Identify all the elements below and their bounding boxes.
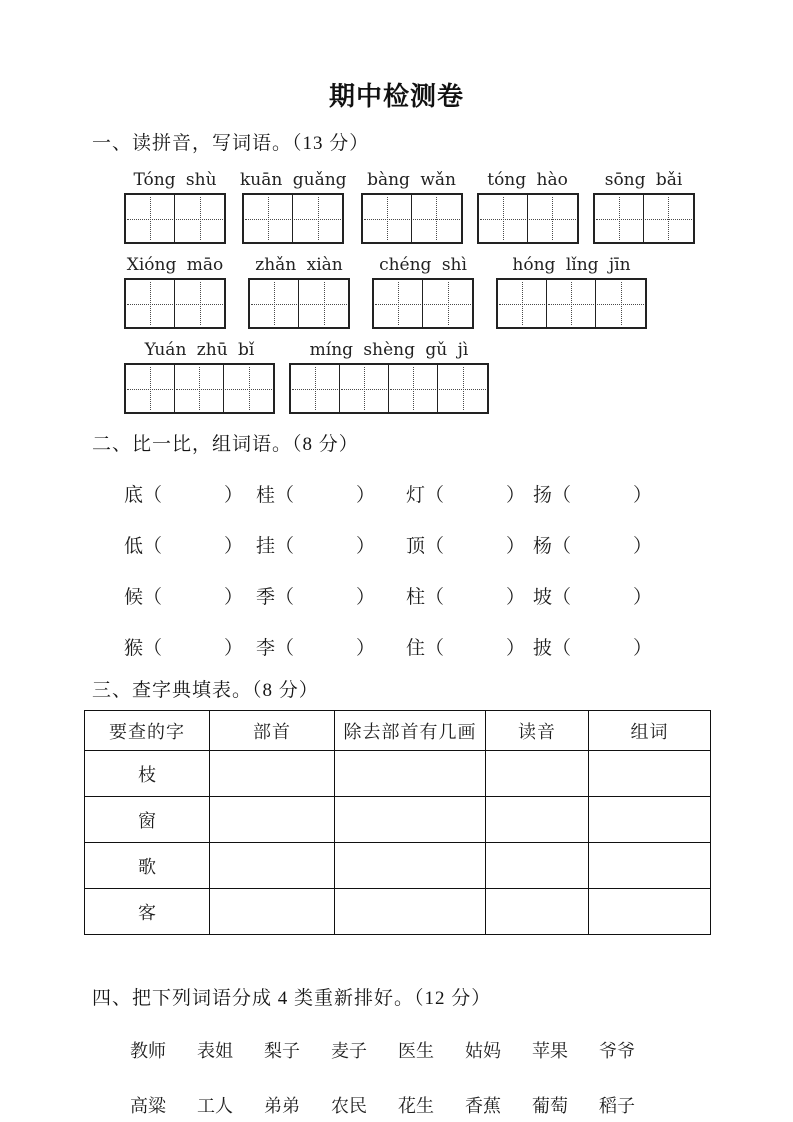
- pinyin-label: hóng lǐng jīn: [512, 255, 631, 275]
- col-header-word: 组词: [589, 711, 711, 751]
- char: 底: [124, 485, 144, 506]
- compare-row: [124, 531, 793, 558]
- char: 猴: [124, 638, 144, 659]
- compare-item: [406, 531, 533, 558]
- blank-cell: [210, 843, 335, 889]
- paren-open: （: [425, 587, 445, 608]
- compare-item: [124, 582, 256, 609]
- word: 爷爷: [599, 1041, 635, 1061]
- word-list-row: [130, 1092, 793, 1118]
- paren-close: ）: [633, 536, 653, 557]
- pinyin-label: Tóng shù: [133, 170, 217, 190]
- paren-close: ）: [356, 485, 376, 506]
- paren-open: （: [275, 536, 295, 557]
- writing-grid: [496, 278, 647, 329]
- paren-open: （: [552, 587, 572, 608]
- char: 低: [124, 536, 144, 557]
- pinyin-label: sōng bǎi: [604, 170, 683, 190]
- writing-cell: [244, 195, 293, 242]
- paren-close: ）: [224, 536, 244, 557]
- writing-cell: [126, 280, 175, 327]
- pinyin-group: [496, 252, 647, 329]
- paren-close: ）: [633, 587, 653, 608]
- paren-close: ）: [224, 485, 244, 506]
- pinyin-group: [289, 337, 489, 414]
- paren-open: （: [143, 485, 163, 506]
- paren-close: ）: [506, 485, 526, 506]
- paren-close: ）: [506, 536, 526, 557]
- section4-title: 四、把下列词语分成 4 类重新排好。（12 分）: [92, 988, 492, 1009]
- word: 弟弟: [264, 1096, 300, 1116]
- char: 挂: [256, 536, 276, 557]
- compare-item: [124, 480, 256, 507]
- lookup-char: 客: [85, 889, 210, 935]
- writing-cell: [479, 195, 528, 242]
- word: 医生: [398, 1041, 434, 1061]
- paren-close: ）: [633, 485, 653, 506]
- pinyin-label: Yuán zhū bǐ: [144, 340, 255, 360]
- paren-open: （: [425, 536, 445, 557]
- word: 苹果: [532, 1041, 568, 1061]
- paren-close: ）: [356, 587, 376, 608]
- writing-grid: [242, 193, 344, 244]
- paren-close: ）: [224, 587, 244, 608]
- compare-item: [124, 633, 256, 660]
- char: 住: [406, 638, 426, 659]
- pinyin-group: [124, 337, 275, 414]
- char: 季: [256, 587, 276, 608]
- blank-cell: [589, 751, 711, 797]
- table-row: [85, 889, 711, 935]
- paren-open: （: [552, 485, 572, 506]
- blank-cell: [210, 889, 335, 935]
- blank-cell: [589, 843, 711, 889]
- col-header-strokes: 除去部首有几画: [335, 711, 486, 751]
- writing-cell: [250, 280, 299, 327]
- paren-close: ）: [224, 638, 244, 659]
- writing-cell: [374, 280, 423, 327]
- paren-close: ）: [506, 587, 526, 608]
- word: 麦子: [331, 1041, 367, 1061]
- char: 候: [124, 587, 144, 608]
- pinyin-label: míng shèng gǔ jì: [309, 340, 469, 360]
- writing-grid: [289, 363, 489, 414]
- word: 农民: [331, 1096, 367, 1116]
- writing-cell: [596, 280, 645, 327]
- word: 高粱: [130, 1096, 166, 1116]
- paren-open: （: [425, 638, 445, 659]
- pinyin-label: kuān guǎng: [240, 170, 347, 190]
- word: 香蕉: [465, 1096, 501, 1116]
- writing-grid: [124, 193, 226, 244]
- pinyin-label: zhǎn xiàn: [255, 255, 343, 275]
- paren-open: （: [425, 485, 445, 506]
- compare-item: [406, 582, 533, 609]
- blank-cell: [486, 889, 589, 935]
- word: 梨子: [264, 1041, 300, 1061]
- paren-open: （: [275, 587, 295, 608]
- writing-cell: [438, 365, 487, 412]
- char: 坡: [533, 587, 553, 608]
- compare-item: [256, 531, 406, 558]
- writing-cell: [595, 195, 644, 242]
- writing-grid: [372, 278, 474, 329]
- writing-cell: [528, 195, 577, 242]
- paren-close: ）: [356, 536, 376, 557]
- word: 工人: [197, 1096, 233, 1116]
- compare-item: [533, 582, 653, 609]
- blank-cell: [210, 751, 335, 797]
- pinyin-group: [593, 167, 695, 244]
- paren-close: ）: [356, 638, 376, 659]
- pinyin-group: [124, 252, 226, 329]
- dictionary-table: [84, 710, 711, 935]
- char: 桂: [256, 485, 276, 506]
- writing-cell: [175, 195, 224, 242]
- compare-item: [256, 582, 406, 609]
- writing-grid: [361, 193, 463, 244]
- pinyin-group: [372, 252, 474, 329]
- paren-open: （: [552, 536, 572, 557]
- blank-cell: [335, 797, 486, 843]
- writing-cell: [423, 280, 472, 327]
- page-title: 期中检测卷: [328, 82, 464, 111]
- pinyin-group: [248, 252, 350, 329]
- col-header-character: 要查的字: [85, 711, 210, 751]
- writing-cell: [389, 365, 438, 412]
- compare-row: [124, 582, 793, 609]
- paren-open: （: [552, 638, 572, 659]
- char: 柱: [406, 587, 426, 608]
- compare-row: [124, 480, 793, 507]
- blank-cell: [486, 797, 589, 843]
- pinyin-group: [361, 167, 463, 244]
- section2-title: 二、比一比，组词语。（8 分）: [92, 434, 359, 455]
- paren-close: ）: [633, 638, 653, 659]
- writing-cell: [363, 195, 412, 242]
- writing-cell: [293, 195, 342, 242]
- char: 灯: [406, 485, 426, 506]
- compare-words-block: [124, 480, 793, 660]
- pinyin-group: [124, 167, 226, 244]
- word: 教师: [130, 1041, 166, 1061]
- compare-item: [406, 633, 533, 660]
- writing-grid: [124, 278, 226, 329]
- paren-open: （: [275, 638, 295, 659]
- writing-cell: [340, 365, 389, 412]
- table-row: [85, 751, 711, 797]
- blank-cell: [335, 751, 486, 797]
- word: 葡萄: [532, 1096, 568, 1116]
- compare-item: [256, 480, 406, 507]
- pinyin-group: [477, 167, 579, 244]
- word-list-row: [130, 1037, 793, 1063]
- pinyin-group: [240, 167, 347, 244]
- paren-close: ）: [506, 638, 526, 659]
- paren-open: （: [143, 536, 163, 557]
- writing-cell: [412, 195, 461, 242]
- section3-title: 三、查字典填表。（8 分）: [92, 680, 319, 701]
- col-header-radical: 部首: [210, 711, 335, 751]
- blank-cell: [589, 797, 711, 843]
- blank-cell: [486, 751, 589, 797]
- word: 姑妈: [465, 1041, 501, 1061]
- writing-cell: [126, 195, 175, 242]
- writing-grid: [124, 363, 275, 414]
- word: 表姐: [197, 1041, 233, 1061]
- writing-cell: [291, 365, 340, 412]
- writing-grid: [477, 193, 579, 244]
- col-header-pronunciation: 读音: [486, 711, 589, 751]
- writing-cell: [175, 365, 224, 412]
- writing-cell: [175, 280, 224, 327]
- table-header-row: [85, 711, 711, 751]
- pinyin-row-3: [124, 337, 793, 414]
- table-row: [85, 797, 711, 843]
- writing-cell: [224, 365, 273, 412]
- lookup-char: 枝: [85, 751, 210, 797]
- pinyin-label: chéng shì: [379, 255, 467, 275]
- blank-cell: [335, 889, 486, 935]
- writing-cell: [547, 280, 596, 327]
- table-row: [85, 843, 711, 889]
- writing-cell: [126, 365, 175, 412]
- blank-cell: [486, 843, 589, 889]
- compare-item: [533, 480, 653, 507]
- paren-open: （: [275, 485, 295, 506]
- writing-cell: [644, 195, 693, 242]
- char: 顶: [406, 536, 426, 557]
- compare-item: [124, 531, 256, 558]
- pinyin-label: tóng hào: [487, 170, 568, 190]
- blank-cell: [210, 797, 335, 843]
- paren-open: （: [143, 638, 163, 659]
- char: 杨: [533, 536, 553, 557]
- compare-item: [406, 480, 533, 507]
- writing-cell: [299, 280, 348, 327]
- compare-item: [533, 531, 653, 558]
- lookup-char: 歌: [85, 843, 210, 889]
- writing-grid: [248, 278, 350, 329]
- word: 稻子: [599, 1096, 635, 1116]
- section1-title: 一、读拼音，写词语。（13 分）: [92, 133, 370, 154]
- pinyin-label: bàng wǎn: [367, 170, 456, 190]
- char: 扬: [533, 485, 553, 506]
- compare-row: [124, 633, 793, 660]
- pinyin-row-2: [124, 252, 793, 329]
- char: 披: [533, 638, 553, 659]
- paren-open: （: [143, 587, 163, 608]
- blank-cell: [335, 843, 486, 889]
- writing-grid: [593, 193, 695, 244]
- compare-item: [256, 633, 406, 660]
- word: 花生: [398, 1096, 434, 1116]
- compare-item: [533, 633, 653, 660]
- char: 李: [256, 638, 276, 659]
- blank-cell: [589, 889, 711, 935]
- pinyin-label: Xióng māo: [126, 255, 224, 275]
- lookup-char: 窗: [85, 797, 210, 843]
- writing-cell: [498, 280, 547, 327]
- pinyin-row-1: [124, 167, 793, 244]
